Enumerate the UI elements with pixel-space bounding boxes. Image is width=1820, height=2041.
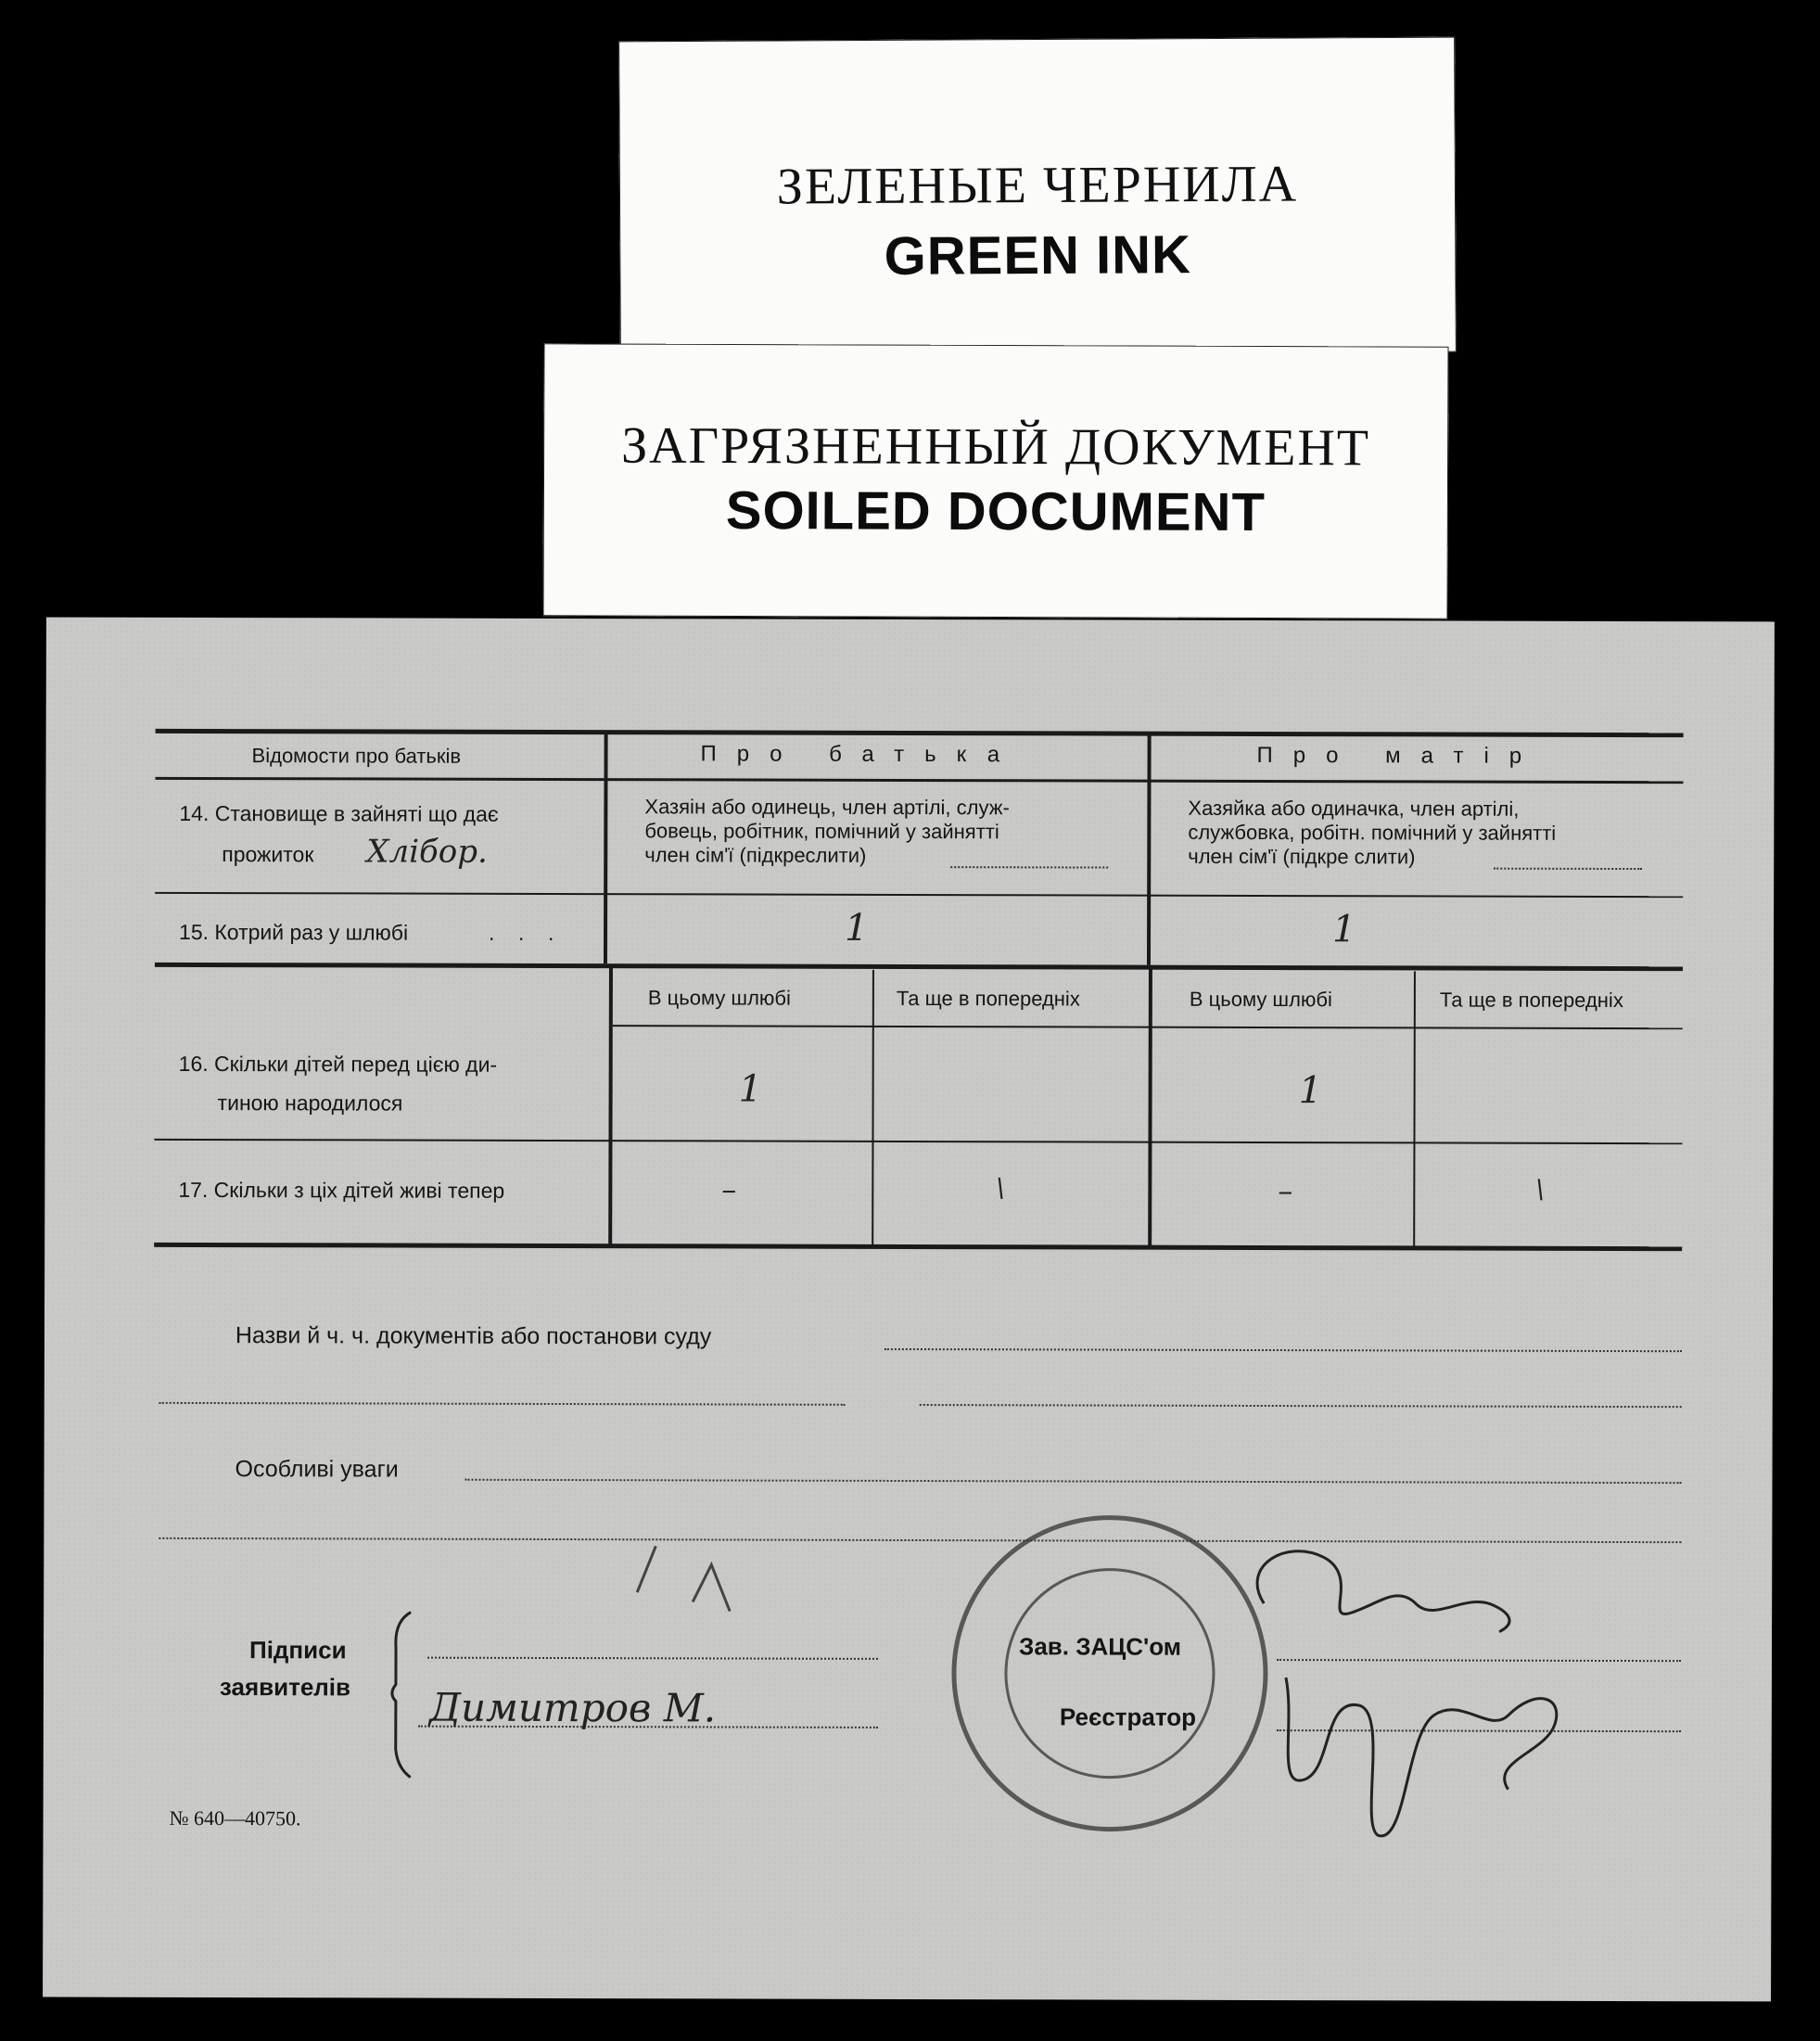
applicant-signature: Димитров М. <box>428 1684 717 1731</box>
subheader-father-this: В цьому шлюбі <box>647 986 791 1010</box>
soiled-document-label-ru: ЗАГРЯЗНЕННЫЙ ДОКУМЕНТ <box>621 416 1371 478</box>
header-parents-info: Відомости про батьків <box>251 744 462 768</box>
head-signature-scribble <box>1257 1551 1509 1632</box>
row17-father-prev-value: \ <box>996 1172 1005 1204</box>
row17-father-this-value: – <box>721 1171 737 1207</box>
stray-ink-marks <box>637 1546 730 1611</box>
header-mother: Про матір <box>1256 742 1543 769</box>
row15-dots: . . . <box>489 920 554 945</box>
green-ink-label-ru: ЗЕЛЕНЫЕ ЧЕРНИЛА <box>776 155 1299 216</box>
row14-mother-options-3: член сім'ї (підкре слити) <box>1188 844 1416 869</box>
signature-bracket <box>392 1613 411 1778</box>
row14-mother-options-1: Хазяйка або одиначка, член артілі, <box>1188 796 1520 821</box>
signatures-label-line1: Підписи <box>248 1636 347 1665</box>
row14-father-options-3: член сім'ї (підкреслити) <box>644 843 867 867</box>
row16-mother-this-value: 1 <box>1298 1069 1323 1113</box>
notes-label: Особливі уваги <box>235 1456 399 1483</box>
subheader-mother-previous: Та ще в попередніх <box>1439 988 1623 1013</box>
green-ink-label-card <box>618 37 1457 357</box>
row14-label-line2: прожиток <box>222 842 314 867</box>
soiled-document-label-en: SOILED DOCUMENT <box>725 479 1266 543</box>
stamp-and-signature-marks <box>43 618 1775 2002</box>
row14-label-line1: 14. Становище в зайняті що дає <box>179 800 499 826</box>
row17-mother-this-value: – <box>1278 1173 1293 1209</box>
row14-father-options-1: Хазяін або одинець, член артілі, служ- <box>644 795 1010 820</box>
document-sheet <box>43 618 1775 2002</box>
row14-handwritten-occupation: Хлібор. <box>366 833 488 871</box>
header-father: Про батька <box>700 741 1021 768</box>
row15-father-value: 1 <box>845 906 869 950</box>
row14-mother-options-2: службовка, робітн. помічний у зайнятті <box>1188 820 1557 845</box>
soiled-document-label-card <box>542 343 1448 619</box>
form-number: № 640—40750. <box>169 1805 301 1831</box>
row14-father-options-2: бовець, робітник, помічний у зайнятті <box>644 819 999 844</box>
green-ink-label-en: GREEN INK <box>884 224 1192 287</box>
row16-father-this-value: 1 <box>738 1067 763 1111</box>
registrar-signature-scribble <box>1286 1677 1557 1836</box>
row16-label-line1: 16. Скільки дітей перед цією ди- <box>178 1051 498 1077</box>
official-stamp <box>954 1517 1266 1830</box>
row15-label: 15. Котрий раз у шлюбі <box>179 919 409 945</box>
subheader-mother-this: В цьому шлюбі <box>1189 987 1332 1012</box>
registrar-label: Реєстратор <box>1059 1703 1197 1731</box>
documents-label: Назви й ч. ч. документів або постанови суду <box>235 1322 712 1350</box>
head-zags-label: Зав. ЗАЦС'ом <box>1019 1632 1182 1661</box>
row15-mother-value: 1 <box>1332 908 1356 951</box>
row16-label-line2: тиною народилося <box>217 1091 403 1116</box>
row17-mother-prev-value: \ <box>1535 1173 1545 1205</box>
signatures-label-line2: заявителів <box>219 1673 351 1702</box>
subheader-father-previous: Та ще в попередніх <box>896 986 1080 1011</box>
row17-label: 17. Скільки з ціх дітей живі тепер <box>178 1177 505 1203</box>
